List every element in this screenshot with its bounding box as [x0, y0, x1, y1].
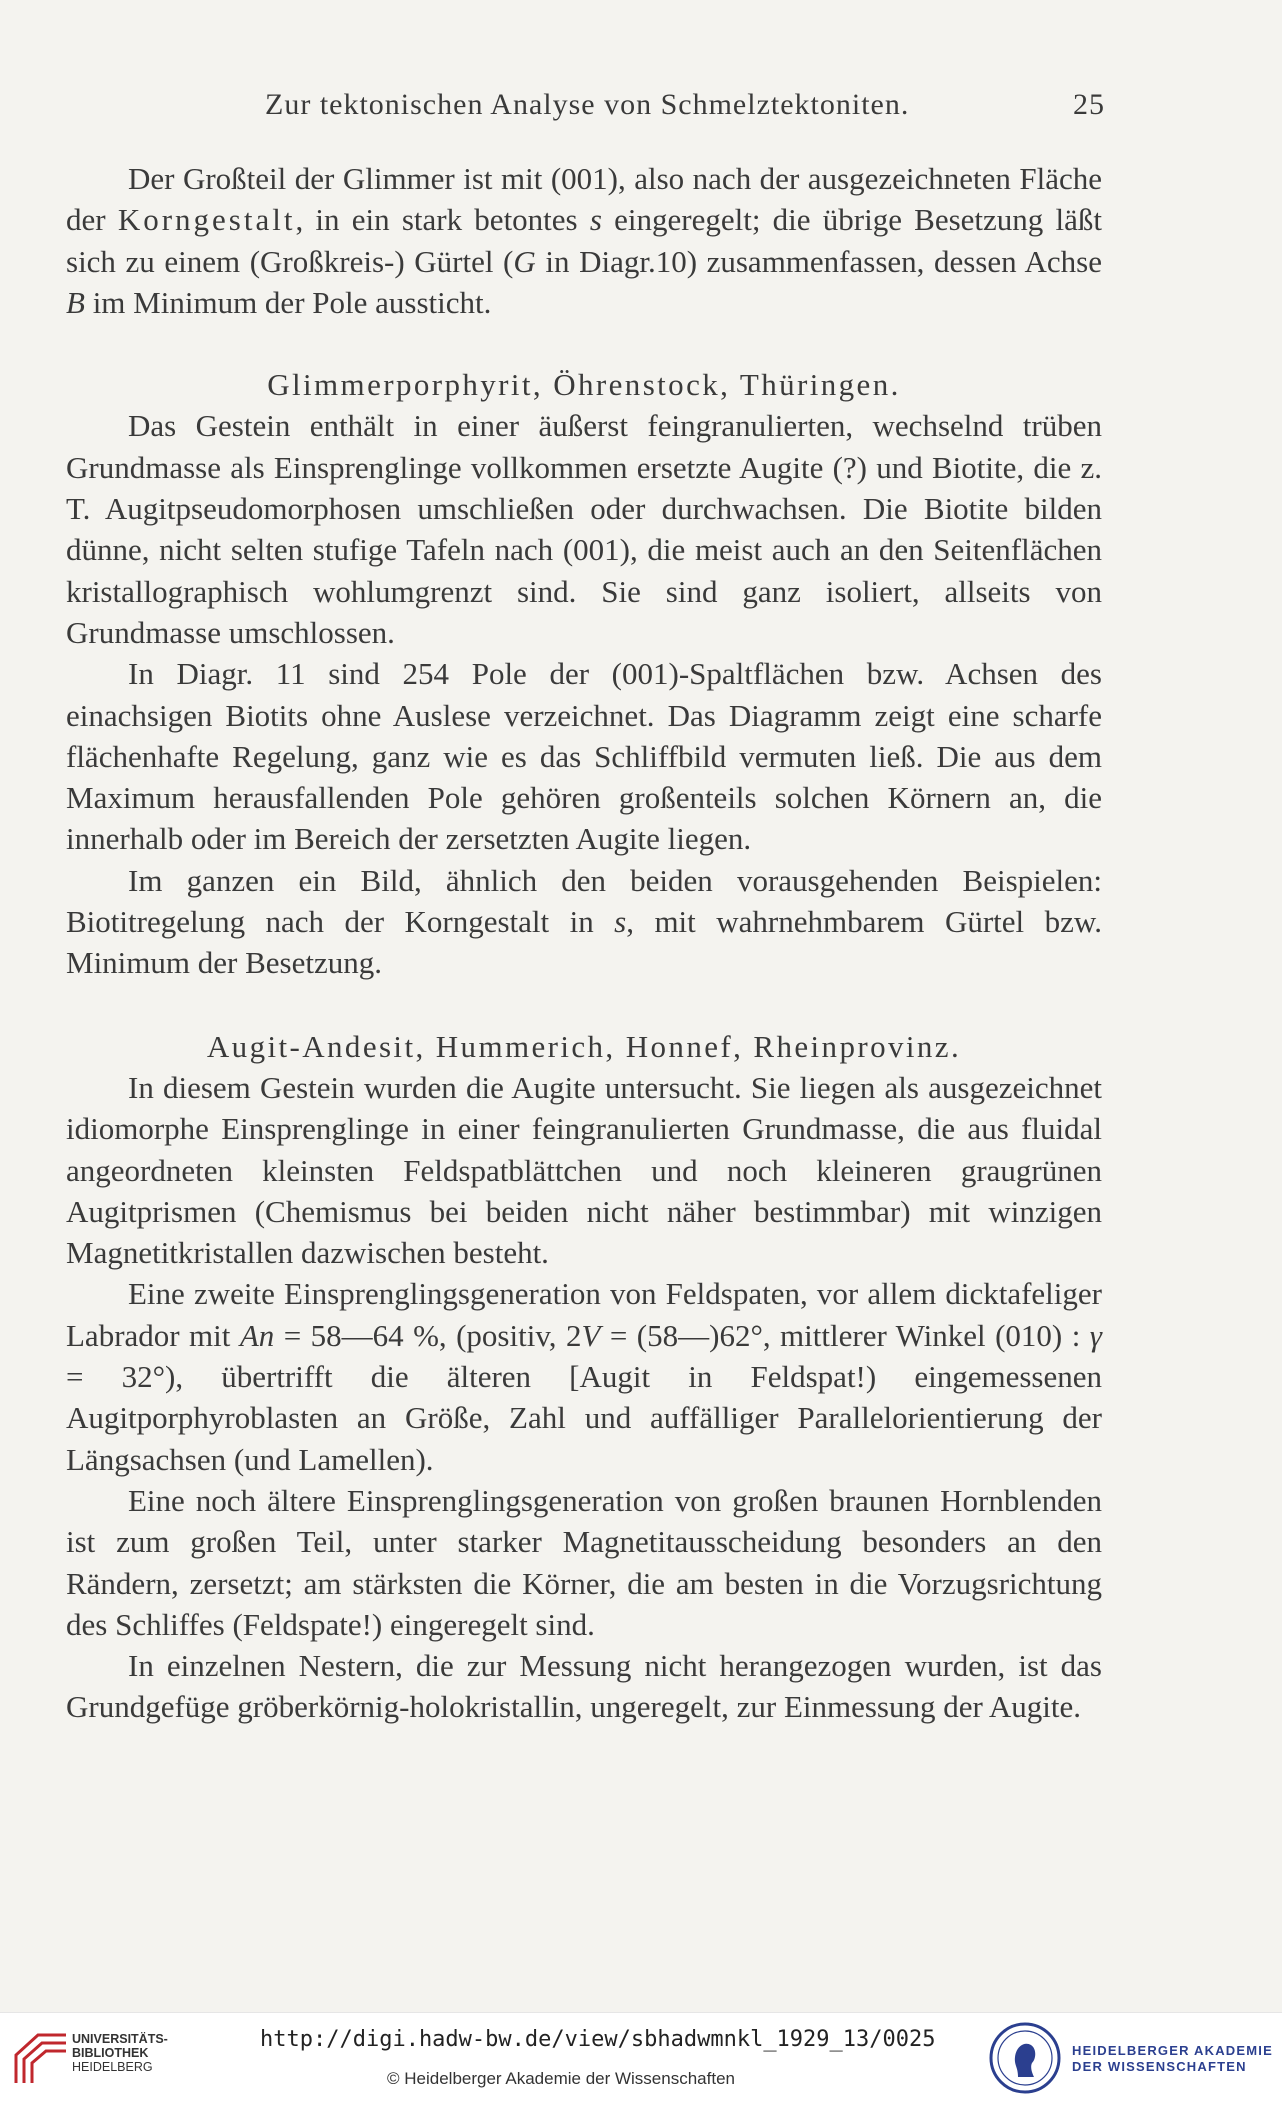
academy-name-line: DER WISSENSCHAFTEN — [1072, 2059, 1247, 2074]
symbol-an: An — [239, 1317, 275, 1353]
symbol-g: G — [513, 243, 536, 279]
text-run: im Minimum der Pole aussticht. — [84, 284, 492, 320]
viewer-footer — [0, 2012, 1282, 2103]
text-run: = 58—64 %, (positiv, 2 — [274, 1317, 582, 1353]
academy-seal-icon[interactable] — [988, 2021, 1062, 2095]
section2-paragraph-4: In einzelnen Nestern, die zur Messung nicht herangezogen wurden, ist das Grundgefüge gröberkörnig-holokristallin, ungeregelt, zur Einmessung der Augite. — [66, 1648, 1102, 1725]
text-run: in Diagr.10) zusammenfassen, dessen Achse — [535, 243, 1102, 279]
page-header — [60, 88, 1105, 128]
academy-name[interactable] — [1072, 2043, 1273, 2075]
page-number: 25 — [1073, 88, 1105, 121]
section1-paragraph-1: Das Gestein enthält in einer äußerst feingranulierten, wechselnd trüben Grundmasse als Einsprenglinge vollkommen ersetzte Augite (?) und Biotite, die z. T. Augitpseudomorphosen umschließen oder durchwachsen. Die Biotite bilden dünne, nicht selten stufige Tafeln nach (001), die meist auch an den Seitenflächen kristallographisch wohlumgrenzt sind. Sie sind ganz isoliert, allseits von Grundmasse umschlossen. — [66, 408, 1102, 650]
library-name-line: UNIVERSITÄTS- — [72, 2032, 168, 2046]
intro-paragraph — [66, 158, 1102, 323]
library-logo-icon[interactable] — [10, 2025, 80, 2089]
section1-paragraph-3 — [66, 860, 1102, 984]
section2-paragraph-1: In diesem Gestein wurden die Augite untersucht. Sie liegen als ausgezeichnet idiomorphe Einsprenglinge in einer feingranulierten Grundmasse, die aus fluidal angeordneten kleinsten Feldspatblättchen und noch kleineren graugrünen Augitprismen (Chemismus bei beiden nicht näher bestimmbar) mit winzigen Magnetitkristallen dazwischen besteht. — [66, 1069, 1102, 1271]
symbol-s: s — [614, 904, 627, 940]
text-run: eingeregelt; die übrige Besetzung läßt sich zu einem (Großkreis-) Gürtel ( — [66, 202, 1102, 279]
running-title: Zur tektonischen Analyse von Schmelztektoniten. — [265, 88, 910, 121]
text-run: Im ganzen ein Bild, ähnlich den beiden vorausgehenden Beispielen: Biotitregelung nach der Korngestalt in — [66, 862, 1102, 940]
section-heading-augit-andesit: Augit-Andesit, Hummerich, Honnef, Rheinprovinz. — [206, 1028, 962, 1064]
text-run: = 32°), übertrifft die älteren [Augit in Feldspat!) eingemessenen Augitporphyroblasten an Größe, Zahl und auffälliger Parallelorientierung der Längsachsen (und Lamellen). — [66, 1359, 1102, 1477]
section2-paragraph-2 — [66, 1273, 1102, 1479]
symbol-v: V — [581, 1317, 601, 1353]
spaced-term: Korngestalt — [117, 202, 296, 238]
text-run: Eine zweite Einsprenglingsgeneration von Feldspaten, vor allem dicktafeliger Labrador mit — [66, 1276, 1102, 1353]
permalink-url[interactable]: http://digi.hadw-bw.de/view/sbhadwmnkl_1929_13/0025 — [260, 2027, 936, 2052]
symbol-b: B — [66, 284, 85, 320]
text-run: , mit wahrnehmbarem Gürtel bzw. Minimum der Besetzung. — [66, 904, 1102, 981]
body-text — [66, 158, 1102, 1728]
symbol-s: s — [589, 202, 602, 238]
copyright-notice: © Heidelberger Akademie der Wissenschaften — [387, 2069, 735, 2088]
section1-paragraph-2: In Diagr. 11 sind 254 Pole der (001)-Spaltflächen bzw. Achsen des einachsigen Biotits ohne Auslese verzeichnet. Das Diagramm zeigt eine scharfe flächenhafte Regelung, ganz wie es das Schliffbild vermuten ließ. Die aus dem Maximum herausfallenden Pole gehören großenteils solchen Körnern an, die innerhalb oder im Bereich der zersetzten Augite liegen. — [66, 656, 1102, 857]
text-run: Der Großteil der Glimmer ist mit (001), also nach der ausgezeichneten Fläche der — [66, 161, 1102, 238]
text-run: = (58—)62°, mittlerer Winkel (010) : — [600, 1317, 1090, 1353]
library-name-line: HEIDELBERG — [72, 2060, 153, 2074]
section-heading-glimmerporphyrit: Glimmerporphyrit, Öhrenstock, Thüringen. — [267, 367, 901, 403]
symbol-gamma: γ — [1089, 1317, 1102, 1353]
text-run: , in ein stark betontes — [295, 202, 590, 238]
library-name[interactable] — [72, 2032, 168, 2074]
library-name-line: BIBLIOTHEK — [72, 2046, 149, 2060]
academy-name-line: HEIDELBERGER AKADEMIE — [1072, 2043, 1273, 2058]
section2-paragraph-3: Eine noch ältere Einsprenglingsgeneration von großen braunen Hornblenden ist zum großen Teil, unter starker Magnetitausscheidung besonders an den Rändern, zersetzt; am stärksten die Körner, die am besten in die Vorzugsrichtung des Schliffes (Feldspate!) eingeregelt sind. — [66, 1482, 1102, 1642]
